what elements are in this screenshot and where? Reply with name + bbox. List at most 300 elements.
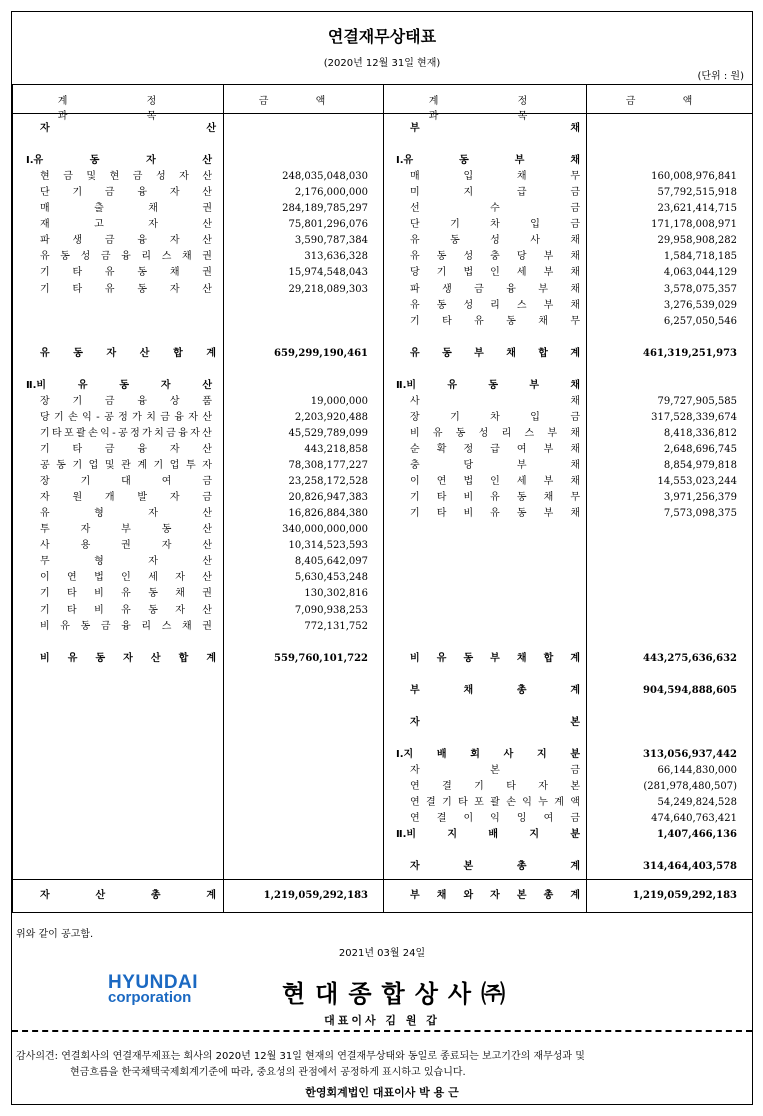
account-label bbox=[410, 395, 580, 409]
label-char: 산 bbox=[202, 508, 212, 519]
label-char: 입 bbox=[530, 412, 540, 423]
label-char: 동 bbox=[436, 251, 447, 262]
label-char: 동 bbox=[463, 653, 474, 664]
account-label-text bbox=[410, 796, 580, 810]
page-title: 연결재무상태표 bbox=[327, 27, 437, 46]
label-char: 연 bbox=[410, 797, 420, 808]
account-label-text bbox=[410, 411, 580, 425]
account-label bbox=[40, 475, 212, 489]
label-char: 분 bbox=[570, 829, 580, 840]
account-label bbox=[40, 250, 212, 264]
label-char: 가 bbox=[132, 412, 142, 423]
col-line-0 bbox=[12, 84, 13, 912]
amount-value: 14,553,023,244 bbox=[657, 476, 737, 487]
label-char: 총 bbox=[150, 890, 161, 901]
label-char: 금 bbox=[104, 396, 115, 407]
label-char: 합 bbox=[173, 348, 183, 359]
label-char: 단 bbox=[410, 219, 420, 230]
label-char: 파 bbox=[40, 235, 50, 246]
label-char: 기 bbox=[40, 428, 50, 439]
label-char: 충 bbox=[410, 460, 420, 471]
label-char: 유 bbox=[121, 605, 131, 616]
audit-opinion-line2: 현금흐름을 한국채택국제회계기준에 따라, 중요성의 관점에서 공정하게 표시하고 있습니다. bbox=[70, 1067, 466, 1078]
label-char: 총 bbox=[516, 685, 527, 696]
label-char: 금 bbox=[160, 412, 170, 423]
account-label-text bbox=[40, 411, 212, 425]
label-char: 기 bbox=[72, 187, 83, 198]
account-label bbox=[410, 202, 580, 216]
label-char: 배 bbox=[436, 749, 447, 760]
amount-value: 75,801,296,076 bbox=[288, 219, 368, 230]
account-label-text bbox=[40, 266, 212, 280]
amount-value: 5,630,453,248 bbox=[294, 572, 368, 583]
label-char: 사 bbox=[503, 749, 514, 760]
label-char: 금 bbox=[104, 235, 115, 246]
label-char: 금 bbox=[100, 621, 111, 632]
account-label-text bbox=[40, 170, 212, 184]
account-label-text bbox=[40, 283, 212, 297]
amount-value: 171,178,008,971 bbox=[651, 219, 737, 230]
label-char: 채 bbox=[570, 444, 580, 455]
label-char: 무 bbox=[570, 492, 580, 503]
account-label-text bbox=[410, 122, 580, 136]
label-char: 액 bbox=[570, 797, 580, 808]
account-label-text bbox=[40, 571, 212, 585]
label-char: 인 bbox=[490, 476, 500, 487]
total-liab-equity-value: 1,219,059,292,183 bbox=[632, 890, 737, 901]
amount-value: 8,418,336,812 bbox=[663, 428, 737, 439]
label-char: 자 bbox=[146, 155, 156, 166]
amount-value: 15,974,548,043 bbox=[288, 267, 368, 278]
label-char: 자 bbox=[80, 524, 91, 535]
amount-value: 3,276,539,029 bbox=[663, 300, 737, 311]
label-char: 산 bbox=[202, 444, 212, 455]
label-char: 채 bbox=[169, 267, 180, 278]
label-char: 금 bbox=[570, 203, 580, 214]
label-char: 자 bbox=[410, 717, 420, 728]
label-char: 동 bbox=[60, 251, 70, 262]
account-label bbox=[410, 299, 580, 313]
label-char: 채 bbox=[570, 476, 580, 487]
label-char: 자 bbox=[148, 219, 158, 230]
amount-value: 313,056,937,442 bbox=[643, 749, 737, 760]
label-char: 기 bbox=[40, 267, 50, 278]
label-char: 타 bbox=[458, 797, 468, 808]
amount-value: 284,189,785,297 bbox=[282, 203, 368, 214]
label-char: 본 bbox=[463, 861, 474, 872]
account-label bbox=[410, 250, 580, 264]
label-char: 채 bbox=[175, 588, 185, 599]
label-char: 여 bbox=[161, 476, 172, 487]
amount-value: 313,636,328 bbox=[304, 251, 368, 262]
label-char: 융 bbox=[174, 412, 184, 423]
label-char: 자 bbox=[160, 380, 171, 391]
label-char: 자 bbox=[179, 171, 189, 182]
amount-value: 8,854,979,818 bbox=[663, 460, 737, 471]
label-char: 금 bbox=[104, 444, 115, 455]
roman-numeral: Ⅱ. bbox=[396, 380, 407, 391]
label-char: 형 bbox=[94, 508, 104, 519]
label-char: 유 bbox=[447, 380, 458, 391]
amount-value: 20,826,947,383 bbox=[288, 492, 368, 503]
label-char: 채 bbox=[570, 251, 580, 262]
account-label-text bbox=[410, 507, 580, 521]
account-label bbox=[410, 170, 580, 184]
account-label-text bbox=[410, 427, 580, 441]
label-char: 유 bbox=[121, 588, 131, 599]
label-char: 세 bbox=[148, 572, 158, 583]
label-char: 융 bbox=[137, 444, 148, 455]
label-char: 고 bbox=[94, 219, 104, 230]
label-char: 유 bbox=[33, 155, 44, 166]
label-char: 비 bbox=[406, 380, 417, 391]
statement-date: (2020년 12월 31일 현재) bbox=[323, 58, 441, 69]
label-char: 정 bbox=[463, 444, 474, 455]
label-char: 손 bbox=[68, 412, 78, 423]
account-label-text bbox=[410, 266, 580, 280]
account-label-text bbox=[410, 812, 580, 826]
label-char: 계 bbox=[570, 653, 580, 664]
label-char: 와 bbox=[463, 890, 474, 901]
auditor-name: 한영회계법인 대표이사 박 용 근 bbox=[305, 1086, 459, 1099]
label-char: 관 bbox=[121, 460, 131, 471]
label-char: 정 bbox=[118, 412, 128, 423]
amount-value: 160,008,976,841 bbox=[651, 171, 737, 182]
label-char: 금 bbox=[474, 284, 484, 295]
account-label-text bbox=[410, 491, 580, 505]
label-char: 부 bbox=[410, 890, 420, 901]
label-char: 유 bbox=[474, 316, 484, 327]
label-char: 부 bbox=[543, 267, 554, 278]
label-char: 산 bbox=[202, 524, 212, 535]
account-label-text bbox=[410, 234, 580, 248]
label-char: 융 bbox=[121, 621, 131, 632]
amount-value: 904,594,888,605 bbox=[643, 685, 737, 696]
account-label-text bbox=[40, 234, 212, 248]
label-char: 부 bbox=[516, 460, 527, 471]
label-char: 타 bbox=[52, 428, 62, 439]
label-char: 여 bbox=[543, 813, 554, 824]
label-char: 동 bbox=[442, 348, 452, 359]
label-char: 융 bbox=[121, 251, 131, 262]
account-label-text bbox=[40, 539, 212, 553]
amount-value: 772,131,752 bbox=[304, 621, 368, 632]
label-char: 권 bbox=[202, 588, 212, 599]
label-char: 익 bbox=[100, 428, 110, 439]
amount-value: 461,319,251,973 bbox=[643, 348, 737, 359]
label-char: 기 bbox=[40, 444, 50, 455]
amount-value: 54,249,824,528 bbox=[657, 797, 737, 808]
roman-numeral: Ⅱ. bbox=[396, 829, 407, 840]
account-label bbox=[40, 491, 212, 505]
label-char: 비 bbox=[94, 605, 104, 616]
notice-date: 2021년 03월 24일 bbox=[338, 948, 426, 959]
label-char: 채 bbox=[570, 508, 580, 519]
section-title bbox=[34, 154, 212, 168]
label-char: 연 bbox=[436, 476, 447, 487]
label-char: 익 bbox=[490, 813, 500, 824]
label-char: 산 bbox=[95, 890, 106, 901]
label-char: 장 bbox=[40, 396, 50, 407]
totals-top-border bbox=[12, 879, 752, 880]
account-label bbox=[40, 539, 212, 553]
amount-value: 2,648,696,745 bbox=[663, 444, 737, 455]
label-char: 법 bbox=[463, 267, 474, 278]
account-label bbox=[40, 443, 212, 457]
amount-value: 559,760,101,722 bbox=[274, 653, 368, 664]
account-label-text bbox=[410, 170, 580, 184]
section-label bbox=[410, 122, 580, 136]
label-char: 익 bbox=[82, 412, 92, 423]
label-char: 확 bbox=[436, 444, 447, 455]
label-char: 원 bbox=[72, 492, 83, 503]
account-label-text bbox=[410, 780, 580, 794]
label-char: 사 bbox=[40, 540, 50, 551]
label-char: 기 bbox=[410, 492, 420, 503]
label-char: 비 bbox=[406, 829, 417, 840]
amount-value: 57,792,515,918 bbox=[657, 187, 737, 198]
label-char: 발 bbox=[137, 492, 148, 503]
label-char: 포 bbox=[474, 797, 484, 808]
total-liab-equity-label-text bbox=[410, 889, 580, 903]
label-char: 융 bbox=[178, 428, 188, 439]
account-label-text bbox=[410, 860, 580, 874]
label-char: 배 bbox=[488, 829, 499, 840]
account-label-text bbox=[40, 587, 212, 601]
label-char: 출 bbox=[94, 203, 104, 214]
label-char: 잉 bbox=[516, 813, 527, 824]
label-char: 금 bbox=[570, 765, 580, 776]
label-char: 융 bbox=[137, 396, 148, 407]
label-char: 권 bbox=[202, 203, 212, 214]
label-char: 금 bbox=[570, 219, 580, 230]
label-char: 금 bbox=[202, 476, 212, 487]
table-bottom-border bbox=[12, 912, 752, 913]
label-char: 산 bbox=[202, 428, 212, 439]
amount-value: 1,584,718,185 bbox=[663, 251, 737, 262]
label-char: 선 bbox=[410, 203, 420, 214]
label-char: 산 bbox=[202, 605, 212, 616]
col-line-3 bbox=[586, 84, 587, 912]
amount-value: 79,727,905,585 bbox=[657, 396, 737, 407]
label-char: 채 bbox=[516, 653, 527, 664]
label-char: 부 bbox=[538, 284, 548, 295]
label-char: 동 bbox=[73, 348, 83, 359]
label-char: 성 bbox=[80, 251, 91, 262]
account-label bbox=[40, 170, 212, 184]
label-char: 금 bbox=[132, 171, 143, 182]
account-label bbox=[410, 796, 580, 810]
account-label-text bbox=[410, 652, 580, 666]
label-char: 자 bbox=[40, 123, 50, 134]
account-label-text bbox=[410, 716, 580, 730]
account-label bbox=[40, 218, 212, 232]
label-char: 유 bbox=[490, 492, 500, 503]
label-char: 금 bbox=[166, 428, 176, 439]
account-label-text bbox=[40, 427, 212, 441]
label-char: 투 bbox=[185, 460, 196, 471]
label-char: 산 bbox=[202, 284, 212, 295]
label-char: 개 bbox=[104, 492, 115, 503]
statement-frame bbox=[11, 11, 753, 1105]
account-label-text bbox=[40, 652, 216, 666]
section-label bbox=[26, 379, 212, 393]
label-char: 채 bbox=[570, 123, 580, 134]
label-char: 정 bbox=[130, 428, 140, 439]
label-char: 타 bbox=[67, 588, 77, 599]
label-char: 채 bbox=[543, 492, 554, 503]
label-char: 생 bbox=[72, 235, 83, 246]
account-label-text bbox=[396, 379, 580, 393]
label-char: 동 bbox=[137, 284, 148, 295]
amount-value: 6,257,050,546 bbox=[663, 316, 737, 327]
label-char: 스 bbox=[161, 251, 172, 262]
label-char: 결 bbox=[442, 781, 452, 792]
logo-line2: corporation bbox=[108, 989, 192, 1007]
label-char: 기 bbox=[410, 316, 420, 327]
label-char: 순 bbox=[410, 444, 420, 455]
label-char: 동 bbox=[119, 380, 130, 391]
label-char: 유 bbox=[490, 508, 500, 519]
total-assets-value: 1,219,059,292,183 bbox=[263, 890, 368, 901]
company-name: 현대종합상사㈜ bbox=[282, 980, 516, 1008]
label-char: 금 bbox=[570, 187, 580, 198]
label-char: 유 bbox=[410, 235, 420, 246]
label-char: 동 bbox=[516, 492, 527, 503]
account-label bbox=[40, 507, 212, 521]
account-label-text bbox=[40, 122, 216, 136]
label-char: 급 bbox=[490, 444, 500, 455]
label-char: 성 bbox=[463, 300, 474, 311]
label-char: 부 bbox=[410, 685, 420, 696]
label-char: 지 bbox=[529, 829, 540, 840]
section-title bbox=[36, 379, 212, 393]
label-char: 비 bbox=[40, 653, 50, 664]
label-char: 결 bbox=[426, 797, 436, 808]
label-char: 산 bbox=[206, 123, 216, 134]
label-char: 자 bbox=[40, 890, 50, 901]
label-char: 융 bbox=[137, 187, 148, 198]
label-char: 비 bbox=[40, 621, 50, 632]
amount-value: 23,258,172,528 bbox=[288, 476, 368, 487]
amount-value: 19,000,000 bbox=[310, 396, 368, 407]
label-char: 공 bbox=[118, 428, 128, 439]
label-char: 성 bbox=[155, 171, 166, 182]
account-label-text bbox=[396, 828, 580, 842]
separator-dashed bbox=[12, 1030, 752, 1032]
account-label-text bbox=[410, 299, 580, 313]
label-char: 차 bbox=[490, 412, 500, 423]
account-label bbox=[40, 523, 212, 537]
label-char: 부 bbox=[543, 508, 554, 519]
notice-text: 위와 같이 공고함. bbox=[16, 929, 94, 940]
label-char: 산 bbox=[202, 235, 212, 246]
section-title bbox=[406, 828, 580, 842]
label-char: 부 bbox=[543, 251, 554, 262]
label-char: 부 bbox=[543, 300, 554, 311]
section-label bbox=[410, 860, 580, 874]
label-char: 총 bbox=[516, 861, 527, 872]
account-label bbox=[40, 186, 212, 200]
label-char: 기 bbox=[80, 476, 91, 487]
section-label bbox=[40, 347, 216, 361]
label-char: 리 bbox=[501, 428, 512, 439]
account-label bbox=[410, 234, 580, 248]
label-char: 산 bbox=[202, 540, 212, 551]
label-char: 파 bbox=[410, 284, 420, 295]
account-label-text bbox=[410, 347, 580, 361]
account-label-text bbox=[410, 218, 580, 232]
account-label-text bbox=[40, 491, 212, 505]
account-label bbox=[40, 555, 212, 569]
roman-numeral: Ⅰ. bbox=[396, 749, 404, 760]
amount-value: 248,035,048,030 bbox=[282, 171, 368, 182]
account-label bbox=[410, 186, 580, 200]
label-char: 지 bbox=[536, 749, 547, 760]
label-char: 현 bbox=[109, 171, 120, 182]
right-account-header: 계 정 과 목 bbox=[428, 96, 566, 122]
label-char: 유 bbox=[410, 251, 420, 262]
label-char: 자 bbox=[410, 765, 420, 776]
label-char: 부 bbox=[543, 476, 554, 487]
label-char: 공 bbox=[40, 460, 50, 471]
col-line-1 bbox=[223, 84, 224, 912]
label-char: 공 bbox=[104, 412, 114, 423]
amount-value: 66,144,830,000 bbox=[657, 765, 737, 776]
total-liab-equity-label bbox=[410, 889, 580, 903]
section-title bbox=[404, 154, 580, 168]
label-char: 투 bbox=[40, 524, 50, 535]
label-char: 분 bbox=[570, 749, 580, 760]
account-label-text bbox=[40, 395, 212, 409]
label-char: 및 bbox=[86, 171, 97, 182]
label-char: 채 bbox=[538, 316, 548, 327]
label-char: 비 bbox=[463, 492, 474, 503]
label-char: 자 bbox=[169, 284, 180, 295]
audit-opinion-line1: 감사의견: 연결회사의 연결재무제표는 회사의 2020년 12월 31일 현재의 연결재무상태와 동일로 종료되는 보고기간의 재무성과 및 bbox=[16, 1051, 585, 1062]
label-char: 동 bbox=[137, 267, 148, 278]
account-label-text bbox=[40, 218, 212, 232]
label-char: 리 bbox=[141, 251, 152, 262]
label-char: 동 bbox=[455, 428, 466, 439]
label-char: 기 bbox=[40, 605, 50, 616]
section-label bbox=[396, 828, 580, 842]
account-label bbox=[40, 620, 212, 634]
right-amount-header: 금 액 bbox=[625, 96, 715, 107]
amount-value: 2,203,920,488 bbox=[294, 412, 368, 423]
label-char: 수 bbox=[490, 203, 500, 214]
account-label-text bbox=[40, 443, 212, 457]
label-char: 기 bbox=[450, 219, 460, 230]
label-char: 비 bbox=[36, 380, 47, 391]
label-char: 채 bbox=[181, 621, 192, 632]
ceo-name: 대표이사 김 원 갑 bbox=[324, 1014, 440, 1027]
label-char: 유 bbox=[40, 251, 50, 262]
label-char: 채 bbox=[570, 396, 580, 407]
account-label bbox=[40, 266, 212, 280]
section-label bbox=[26, 154, 212, 168]
label-char: 본 bbox=[570, 717, 580, 728]
label-char: 리 bbox=[490, 300, 500, 311]
account-label-text bbox=[40, 523, 212, 537]
label-char: 포 bbox=[64, 428, 74, 439]
label-char: 기 bbox=[72, 460, 83, 471]
label-char: 계 bbox=[206, 890, 216, 901]
label-char: 산 bbox=[202, 380, 212, 391]
label-char: 계 bbox=[570, 348, 580, 359]
label-char: 회 bbox=[470, 749, 480, 760]
amount-value: 317,528,339,674 bbox=[651, 412, 737, 423]
